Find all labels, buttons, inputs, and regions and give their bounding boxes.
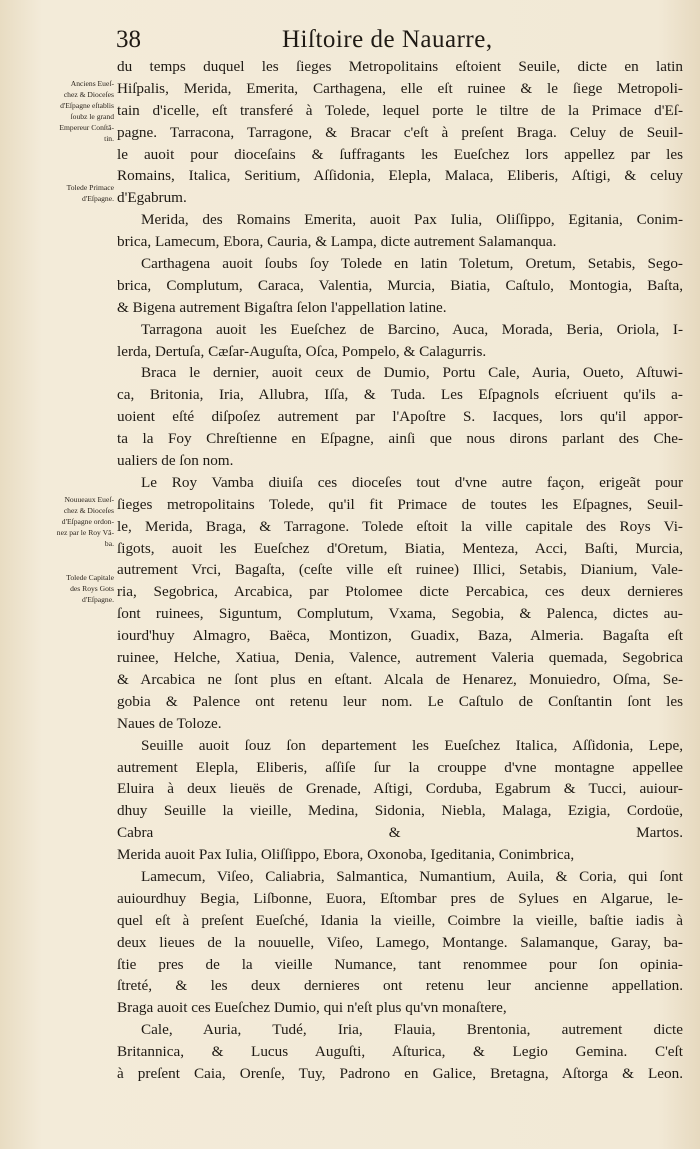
running-title: Hiſtoire de Nauarre, (282, 26, 493, 53)
margin-note-tolede-capitale (14, 572, 114, 605)
text-line: ualiers de ſon nom. (117, 452, 234, 470)
margin-note-line: ba. (104, 539, 114, 548)
margin-note-line: d'Eſpagne eſtablis (60, 101, 114, 110)
text-line: ruinee, Helche, Xatiua, Denia, Valence, autrement Valeria quemada, Segobrica (117, 649, 683, 667)
text-line: Braca le dernier, auoit ceux de Dumio, Portu Cale, Auria, Oueto, Aſtuwi- (141, 364, 683, 382)
text-line: ſigots, auoit les Eueſchez d'Oretum, Biatia, Menteza, Acci, Baſti, Murcia, (117, 539, 683, 557)
text-line: auiourdhuy Begia, Liſbonne, Euora, Eſtombar pres de Sylues en Algarue, le- (117, 889, 683, 907)
margin-note-line: d'Eſpagne. (82, 595, 114, 604)
text-line: ſtie pres de la vieille Numance, tant renommee pour ſon opinia- (117, 955, 683, 973)
text-line: le auoit pour dioceſains & ſuffragants les Eueſchez lors appellez par les (117, 145, 683, 163)
text-line: Merida auoit Pax Iulia, Oliſſippo, Ebora, Oxonoba, Igeditania, Conimbrica, (117, 846, 575, 864)
margin-note-line: Nouueaux Eueſ- (64, 495, 114, 504)
text-line: Cale, Auria, Tudé, Iria, Flauia, Brentonia, autrement dicte (141, 1021, 683, 1039)
text-line: du temps duquel les ſieges Metropolitains eſtoient Seuile, dicte en latin (117, 58, 683, 75)
margin-note-line: Empereur Conſtã- (59, 123, 114, 132)
text-line: Hiſpalis, Merida, Emerita, Carthagena, elle eſt ruinee & le ſiege Metropoli- (117, 79, 683, 97)
text-line: & Bigena autrement Bigaſtra ſelon l'appellation latine. (117, 298, 447, 316)
margin-note-line: tin. (104, 134, 114, 143)
text-line: ſont ruinees, Siguntum, Complutum, Vxama, Segobia, & Palenca, dictes au- (117, 605, 683, 623)
text-line: Carthagena auoit ſoubs ſoy Tolede en latin Toletum, Oretum, Setabis, Sego- (141, 255, 683, 273)
text-line: à preſent Caia, Orenſe, Tuy, Padrono en Galice, Bretagna, Aſtorga & Leon. (117, 1064, 683, 1082)
margin-note-nouueaux-eveschez (14, 494, 114, 549)
text-line: Naues de Toloze. (117, 714, 222, 732)
text-line: quel eſt à preſent Eueſché, Idania la vieille, Coimbre la vieille, baſtie iadis à (117, 911, 683, 929)
text-line: uoient eſté diſpoſez autrement par l'Apoſtre S. Iacques, lors qu'il appor- (117, 408, 683, 426)
text-line: Tarragona auoit les Eueſchez de Barcino, Auca, Morada, Beria, Oriola, I- (141, 320, 683, 338)
text-line: pagne. Tarracona, Tarragone, & Bracar c'eſt à preſent Braga. Celuy de Seuil- (117, 123, 683, 141)
margin-notes (14, 0, 114, 1149)
text-line: autrement Elepla, Eliberis, aſſiſe ſur la crouppe d'vne montagne appellee (117, 758, 683, 776)
text-line: Merida, des Romains Emerita, auoit Pax Iulia, Oliſſippo, Egitania, Conim- (141, 211, 683, 229)
text-line: ca, Britonia, Iria, Allubra, Iſſa, & Tuda. Les Eſpagnols eſcriuent qu'ils a- (117, 386, 683, 404)
text-line: brica, Complutum, Caraca, Valentia, Murcia, Biatia, Caſtulo, Montogia, Baſta, (117, 276, 683, 294)
text-line: & Arcabica ne ſont plus en eſtant. Alcala de Henarez, Monuiedro, Oſma, Se- (117, 670, 683, 688)
text-line: d'Egabrum. (117, 189, 187, 207)
text-line: ria, Segobrica, Arcabica, par Ptolomee dicte Percabica, ces deux dernieres (117, 583, 683, 601)
text-line: Seuille auoit ſouz ſon departement les Eueſchez Italica, Aſſidonia, Lepe, (141, 736, 683, 754)
margin-note-line: chez & Dioceſes (63, 506, 114, 515)
margin-note-line: Tolede Capitale (66, 573, 114, 582)
page-number: 38 (116, 26, 141, 53)
text-line: dhuy Seuille la vieille, Medina, Sidonia, Niebla, Malaga, Ezigia, Cordoüe, (117, 802, 683, 820)
text-line: le, Merida, Braga, & Tarragone. Tolede eſtoit la ville capitale des Roys Vi- (117, 517, 683, 535)
margin-note-line: Anciens Eueſ- (70, 79, 114, 88)
body-text (117, 56, 683, 1085)
text-line: ſtreté, & les deux dernieres ont retenu leur ancienne appellation. (117, 977, 683, 995)
margin-note-tolede-primace (14, 182, 114, 204)
margin-note-line: d'Eſpagne ordon- (61, 517, 114, 526)
text-line: Eluira à deux lieuës de Grenade, Aſtigi, Corduba, Egabrum & Tucci, auiour- (117, 780, 683, 798)
text-line: tain d'icelle, eſt transferé à Tolede, lequel porte le tiltre de la Primace d'Eſ- (117, 101, 683, 119)
text-line: deux lieues de la nouuelle, Viſeo, Lamego, Montange. Salamanque, Garay, ba- (117, 933, 683, 951)
margin-note-line: Tolede Primace (66, 183, 114, 192)
text-line: autrement Vrci, Bagaſta, (ceſte ville eſt ruinee) Illici, Setabis, Dianium, Vale- (117, 561, 683, 579)
text-line: iourd'huy Almagro, Baëca, Montizon, Guadix, Baza, Almeria. Bagaſta eſt (117, 627, 683, 645)
margin-note-line: des Roys Gots (70, 584, 114, 593)
margin-note-line: chez & Dioceſes (63, 90, 114, 99)
text-line: Britannica, & Lucus Auguſti, Aſturica, & Legio Gemina. C'eſt (117, 1043, 683, 1061)
text-line: ſieges metropolitains Tolede, qu'il fit Primace de toutes les Eſpagnes, Seuil- (117, 495, 683, 513)
margin-note-line: d'Eſpagne. (82, 194, 114, 203)
text-line: Braga auoit ces Eueſchez Dumio, qui n'eſt plus qu'vn monaſtere, (117, 999, 507, 1017)
text-line: Lamecum, Viſeo, Caliabria, Salmantica, Numantium, Auila, & Coria, qui ſont (141, 867, 683, 885)
text-line: ta la Foy Chreſtienne en Eſpagne, ainſi que nous dirons parlant des Che- (117, 430, 683, 448)
text-line: Le Roy Vamba diuiſa ces dioceſes tout d'vne autre façon, erigeãt pour (141, 473, 683, 491)
text-line: Romains, Italica, Seritium, Aſſidonia, Elepla, Malaca, Eliberis, Aſtigi, & celuy (117, 167, 683, 185)
margin-note-line: ſoubz le grand (70, 112, 114, 121)
margin-note-line: nez par le Roy Vã- (56, 528, 114, 537)
text-line: lerda, Dertuſa, Cæſar-Auguſta, Oſca, Pompelo, & Calagurris. (117, 342, 487, 360)
text-line: gobia & Palence ont retenu leur nom. Le Caſtulo de Conſtantin ſont les (117, 692, 683, 710)
text-line: Cabra & Martos. (117, 824, 683, 842)
margin-note-anciens-eveschez (14, 78, 114, 144)
text-line: brica, Lamecum, Ebora, Cauria, & Lampa, dicte autrement Salamanqua. (117, 233, 557, 251)
